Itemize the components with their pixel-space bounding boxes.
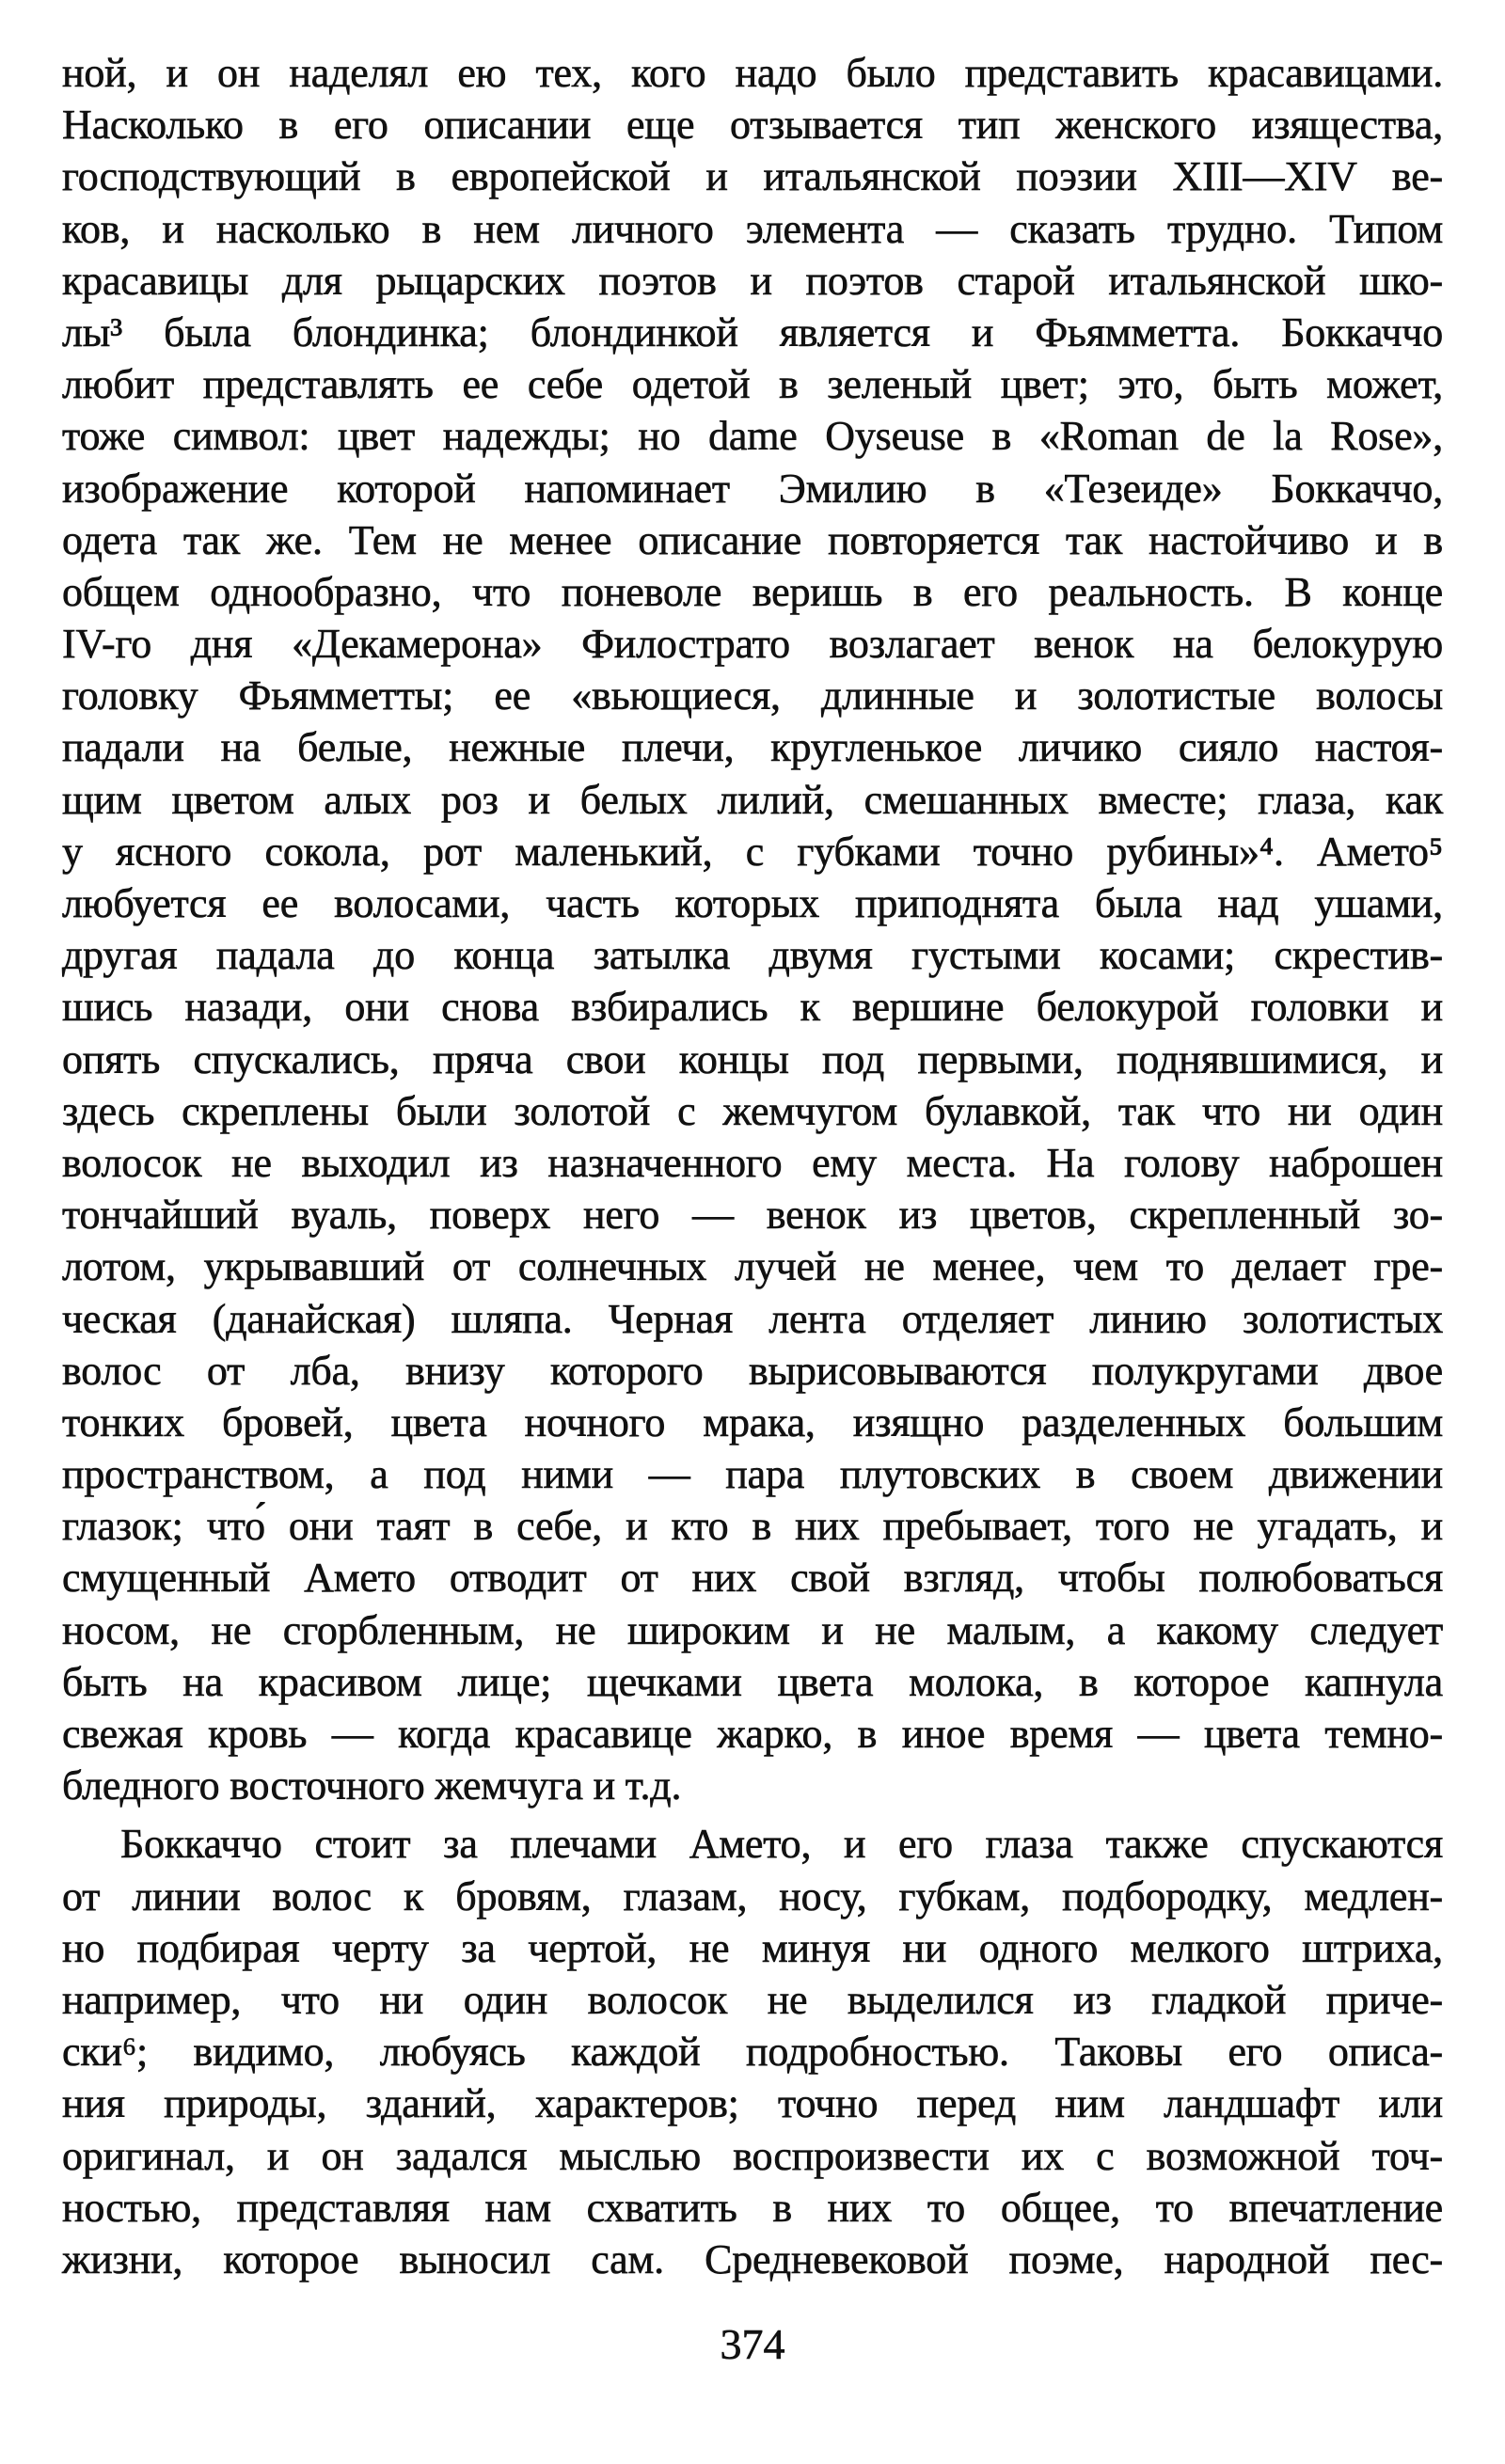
text-line: ски⁶; видимо, любуясь каждой подробностью. Таковы его описа-: [62, 2029, 1443, 2076]
text-line: Насколько в его описании еще отзывается тип женского изящества,: [62, 102, 1443, 149]
text-line: например, что ни один волосок не выделился из гладкой приче-: [62, 1976, 1443, 2023]
text-line: глазок; что́ они таят в себе, и кто в них пребывает, того не угадать, и: [62, 1503, 1443, 1550]
text-line: одета так же. Тем не менее описание повторяется так настойчиво и в: [62, 516, 1443, 563]
text-line: красавицы для рыцарских поэтов и поэтов старой итальянской шко-: [62, 257, 1443, 304]
paragraph-gap: [62, 1811, 1443, 1818]
text-line: быть на красивом лице; щечками цвета молока, в которое капнула: [62, 1658, 1443, 1705]
text-line: жизни, которое выносил сам. Средневековой поэме, народной пес-: [62, 2235, 1443, 2282]
text-line: тончайший вуаль, поверх него — венок из цветов, скрепленный зо-: [62, 1192, 1443, 1239]
paragraph-2: [62, 1818, 1443, 2285]
text-line: ной, и он наделял ею тех, кого надо было представить красавицами.: [62, 50, 1443, 96]
text-line: от линии волос к бровям, глазам, носу, губкам, подбородку, медлен-: [62, 1872, 1443, 1919]
text-line: лы³ была блондинка; блондинкой является и Фьямметта. Боккаччо: [62, 308, 1443, 355]
text-line: бледного восточного жемчуга и т.д.: [62, 1762, 682, 1809]
text-line: волос от лба, внизу которого вырисовываются полукругами двое: [62, 1347, 1443, 1394]
text-line: общем однообразно, что поневоле веришь в его реальность. В конце: [62, 568, 1443, 615]
text-line: волосок не выходил из назначенного ему места. На голову наброшен: [62, 1139, 1443, 1186]
page-text: [62, 47, 1443, 2285]
text-line: здесь скреплены были золотой с жемчугом булавкой, так что ни один: [62, 1087, 1443, 1134]
text-line: ностью, представляя нам схватить в них то общее, то впечатление: [62, 2184, 1443, 2231]
text-line: шись назади, они снова взбирались к вершине белокурой головки и: [62, 984, 1443, 1031]
text-line: ческая (данайская) шляпа. Черная лента отделяет линию золотистых: [62, 1295, 1443, 1342]
text-line: щим цветом алых роз и белых лилий, смешанных вместе; глаза, как: [62, 776, 1443, 823]
paragraph-1: [62, 47, 1443, 1811]
text-line: изображение которой напоминает Эмилию в «Тезеиде» Боккаччо,: [62, 465, 1443, 512]
text-line: смущенный Амето отводит от них свой взгляд, чтобы полюбоваться: [62, 1555, 1443, 1602]
text-line: ния природы, зданий, характеров; точно перед ним ландшафт или: [62, 2080, 1443, 2127]
text-line: оригинал, и он задался мыслью воспроизвести их с возможной точ-: [62, 2132, 1443, 2179]
text-line: другая падала до конца затылка двумя густыми косами; скрестив-: [62, 932, 1443, 979]
text-line: Боккаччо стоит за плечами Амето, и его глаза также спускаются: [120, 1821, 1443, 1868]
text-line: тоже символ: цвет надежды; но dame Oyseuse в «Roman de la Rose»,: [62, 413, 1443, 460]
text-line: головку Фьямметты; ее «вьющиеся, длинные и золотистые волосы: [62, 672, 1443, 719]
text-line: у ясного сокола, рот маленький, с губками точно рубины»⁴. Амето⁵: [62, 828, 1443, 875]
text-line: опять спускались, пряча свои концы под первыми, поднявшимися, и: [62, 1035, 1443, 1082]
text-line: любуется ее волосами, часть которых приподнята была над ушами,: [62, 880, 1443, 926]
text-line: господствующий в европейской и итальянской поэзии XIII—XIV ве-: [62, 153, 1443, 200]
text-line: ков, и насколько в нем личного элемента — сказать трудно. Типом: [62, 205, 1443, 252]
text-line: пространством, а под ними — пара плутовских в своем движении: [62, 1451, 1443, 1498]
text-line: падали на белые, нежные плечи, кругленькое личико сияло настоя-: [62, 724, 1443, 771]
text-line: свежая кровь — когда красавице жарко, в иное время — цвета темно-: [62, 1711, 1443, 1757]
text-line: любит представлять ее себе одетой в зеленый цвет; это, быть может,: [62, 361, 1443, 408]
page-number: 374: [720, 2320, 785, 2368]
text-line: носом, не сгорбленным, не широким и не малым, а какому следует: [62, 1606, 1443, 1653]
text-line: тонких бровей, цвета ночного мрака, изящно разделенных большим: [62, 1398, 1443, 1445]
text-line: IV-го дня «Декамерона» Филострато возлагает венок на белокурую: [62, 621, 1443, 668]
text-line: но подбирая черту за чертой, не минуя ни одного мелкого штриха,: [62, 1924, 1443, 1971]
text-line: лотом, укрывавший от солнечных лучей не менее, чем то делает гре-: [62, 1243, 1443, 1290]
